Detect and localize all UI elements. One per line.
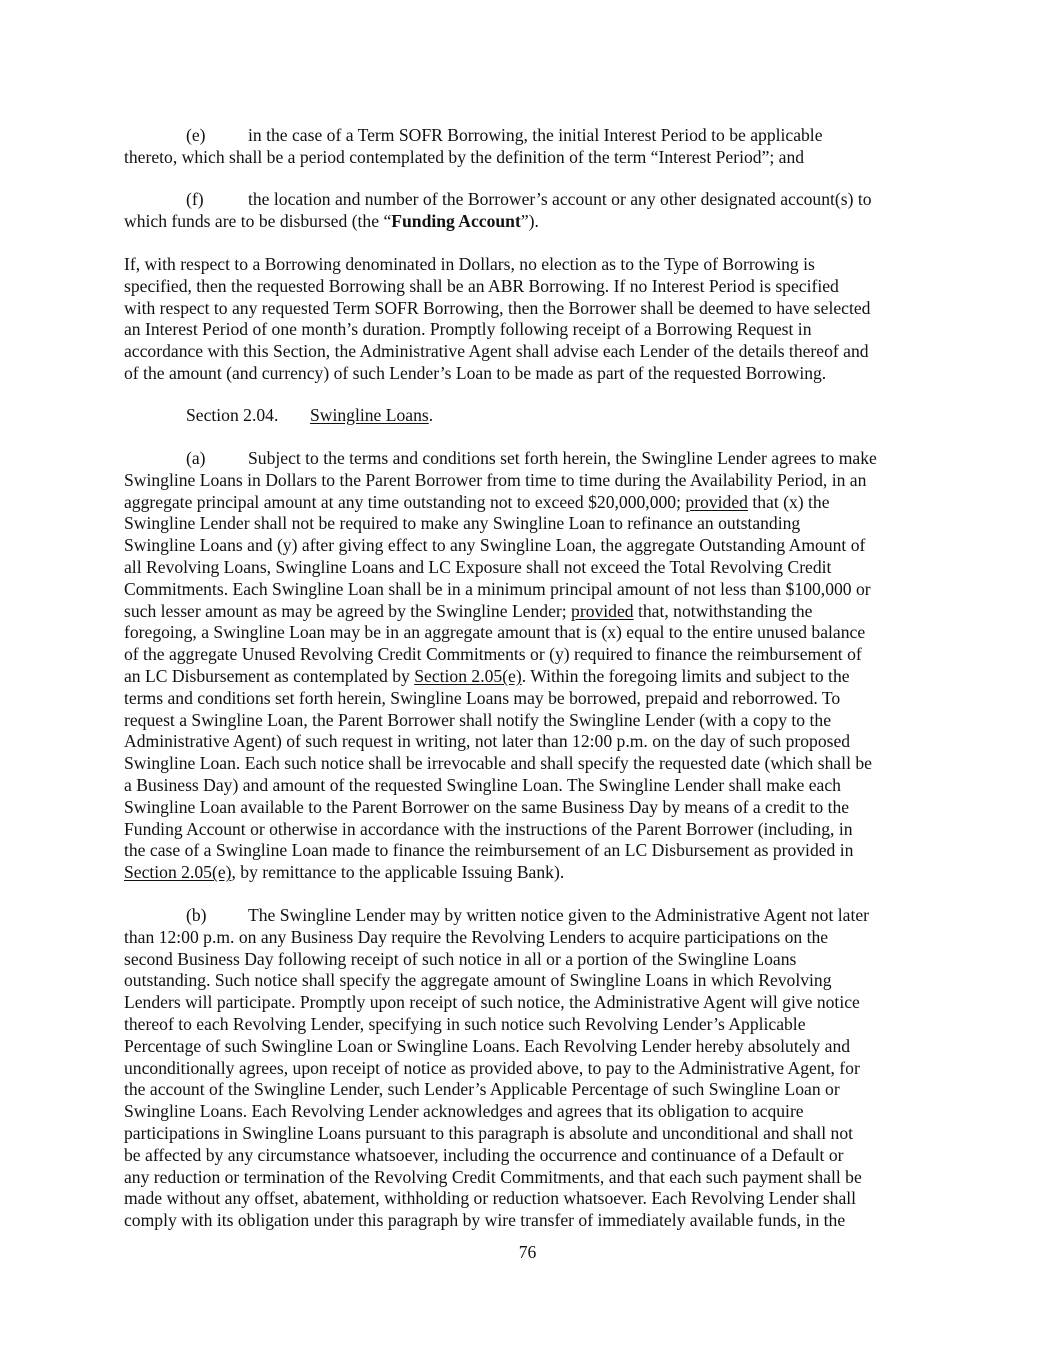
paragraph-line: Commitments. Each Swingline Loan shall be in a minimum principal amount of not less than $100,000 or (124, 578, 871, 599)
paragraph-line: participations in Swingline Loans pursuant to this paragraph is absolute and unconditional and shall not (124, 1122, 854, 1143)
paragraph-line: Percentage of such Swingline Loan or Swingline Loans. Each Revolving Lender hereby absolutely and (124, 1035, 851, 1056)
paragraph-line: such lesser amount as may be agreed by the Swingline Lender; provided that, notwithstanding the (124, 600, 813, 621)
paragraph-line: the case of a Swingline Loan made to finance the reimbursement of an LC Disbursement as provided in (124, 840, 854, 861)
paragraph-line: comply with its obligation under this paragraph by wire transfer of immediately available funds, in the (124, 1210, 846, 1231)
paragraph-label: (f) (186, 189, 204, 209)
paragraph-a (124, 448, 934, 884)
paragraph-line: with respect to any requested Term SOFR Borrowing, then the Borrower shall be deemed to have selected (124, 297, 871, 318)
paragraph-line: any reduction or termination of the Revolving Credit Commitments, and that each such payment shall be (124, 1166, 862, 1187)
section-title: Swingline Loans (310, 405, 429, 425)
paragraph-line: specified, then the requested Borrowing shall be an ABR Borrowing. If no Interest Period is specified (124, 275, 839, 296)
paragraph-line: of the amount (and currency) of such Lender’s Loan to be made as part of the requested Borrowing. (124, 362, 827, 383)
paragraph-line: of the aggregate Unused Revolving Credit Commitments or (y) required to finance the reimbursement of (124, 644, 862, 665)
paragraph-line: an LC Disbursement as contemplated by Section 2.05(e). Within the foregoing limits and subject to the (124, 665, 850, 686)
paragraph-line: Swingline Loans and (y) after giving effect to any Swingline Loan, the aggregate Outstanding Amount of (124, 535, 866, 556)
paragraph-line: Lenders will participate. Promptly upon receipt of such notice, the Administrative Agent will give notice (124, 992, 860, 1013)
paragraph-line: Swingline Loan available to the Parent Borrower on the same Business Day by means of a credit to the (124, 796, 850, 817)
provided-term: provided (685, 491, 748, 512)
paragraph-line: request a Swingline Loan, the Parent Borrower shall notify the Swingline Lender (with a copy to the (124, 709, 831, 730)
section-reference: Section 2.05(e) (124, 862, 232, 883)
paragraph-line: than 12:00 p.m. on any Business Day require the Revolving Lenders to acquire participations on the (124, 926, 829, 947)
paragraph-line: accordance with this Section, the Administrative Agent shall advise each Lender of the details thereof and (124, 341, 869, 362)
paragraph-line: Swingline Loan. Each such notice shall be irrevocable and shall specify the requested date (which shall be (124, 753, 872, 774)
paragraph-line: Swingline Loans in Dollars to the Parent Borrower from time to time during the Availability Period, in an (124, 469, 867, 490)
paragraph-line: If, with respect to a Borrowing denominated in Dollars, no election as to the Type of Borrowing is (124, 254, 815, 274)
section-reference: Section 2.05(e) (414, 665, 522, 686)
paragraph-line: unconditionally agrees, upon receipt of notice as provided above, to pay to the Administrative Agent, for (124, 1057, 860, 1078)
paragraph-line: Swingline Lender shall not be required to make any Swingline Loan to refinance an outstanding (124, 513, 801, 534)
paragraph-line: all Revolving Loans, Swingline Loans and LC Exposure shall not exceed the Total Revolving Credit (124, 556, 832, 577)
paragraph-line: thereto, which shall be a period contemplated by the definition of the term “Interest Period”; and (124, 146, 805, 167)
defined-term: Funding Account (391, 210, 521, 231)
page-number: 76 (518, 1242, 537, 1262)
paragraph-label: (b) (186, 905, 207, 925)
paragraph-label: (e) (186, 125, 206, 145)
paragraph-line: (b) The Swingline Lender may by written notice given to the Administrative Agent not later (186, 905, 870, 925)
paragraph-borrowing-defaults (124, 254, 934, 385)
paragraph-label: (a) (186, 448, 206, 468)
paragraph-line: Funding Account or otherwise in accordance with the instructions of the Parent Borrower (including, in (124, 818, 853, 839)
paragraph-line: which funds are to be disbursed (the “Funding Account”). (124, 210, 539, 231)
paragraph-line: foregoing, a Swingline Loan may be in an aggregate amount that is (x) equal to the entire unused balance (124, 622, 866, 643)
section-heading: Section 2.04. Swingline Loans. (186, 405, 434, 425)
paragraph-line: terms and conditions set forth herein, Swingline Loans may be borrowed, prepaid and reborrowed. To (124, 687, 841, 708)
paragraph-line: made without any offset, abatement, withholding or reduction whatsoever. Each Revolving Lender shall (124, 1188, 857, 1209)
paragraph-line: outstanding. Such notice shall specify the aggregate amount of Swingline Loans in which Revolving (124, 970, 832, 991)
paragraph-line: second Business Day following receipt of such notice in all or a portion of the Swingline Loans (124, 948, 797, 969)
paragraph-b (124, 905, 934, 1232)
paragraph-line: (e) in the case of a Term SOFR Borrowing, the initial Interest Period to be applicable (186, 125, 823, 145)
paragraph-line: Administrative Agent) of such request in writing, not later than 12:00 p.m. on the day of such proposed (124, 731, 851, 752)
paragraph-line: a Business Day) and amount of the requested Swingline Loan. The Swingline Lender shall make each (124, 774, 841, 795)
paragraph-f (124, 189, 934, 233)
paragraph-line: Section 2.05(e), by remittance to the applicable Issuing Bank). (124, 862, 565, 883)
paragraph-line: Swingline Loans. Each Revolving Lender acknowledges and agrees that its obligation to acquire (124, 1101, 804, 1122)
paragraph-line: thereof to each Revolving Lender, specifying in such notice such Revolving Lender’s Applicable (124, 1013, 806, 1034)
paragraph-line: an Interest Period of one month’s duration. Promptly following receipt of a Borrowing Request in (124, 319, 812, 340)
paragraph-line: (f) the location and number of the Borrower’s account or any other designated account(s) to (186, 189, 872, 209)
section-number: Section 2.04. (186, 405, 279, 425)
paragraph-line: aggregate principal amount at any time outstanding not to exceed $20,000,000; provided that (x) the (124, 491, 830, 512)
paragraph-line: be affected by any circumstance whatsoever, including the occurrence and continuance of a Default or (124, 1144, 844, 1165)
paragraph-e (124, 125, 934, 169)
provided-term: provided (571, 600, 634, 621)
paragraph-line: (a) Subject to the terms and conditions set forth herein, the Swingline Lender agrees to make (186, 448, 877, 468)
paragraph-line: the account of the Swingline Lender, such Lender’s Applicable Percentage of such Swingline Loan or (124, 1079, 840, 1100)
